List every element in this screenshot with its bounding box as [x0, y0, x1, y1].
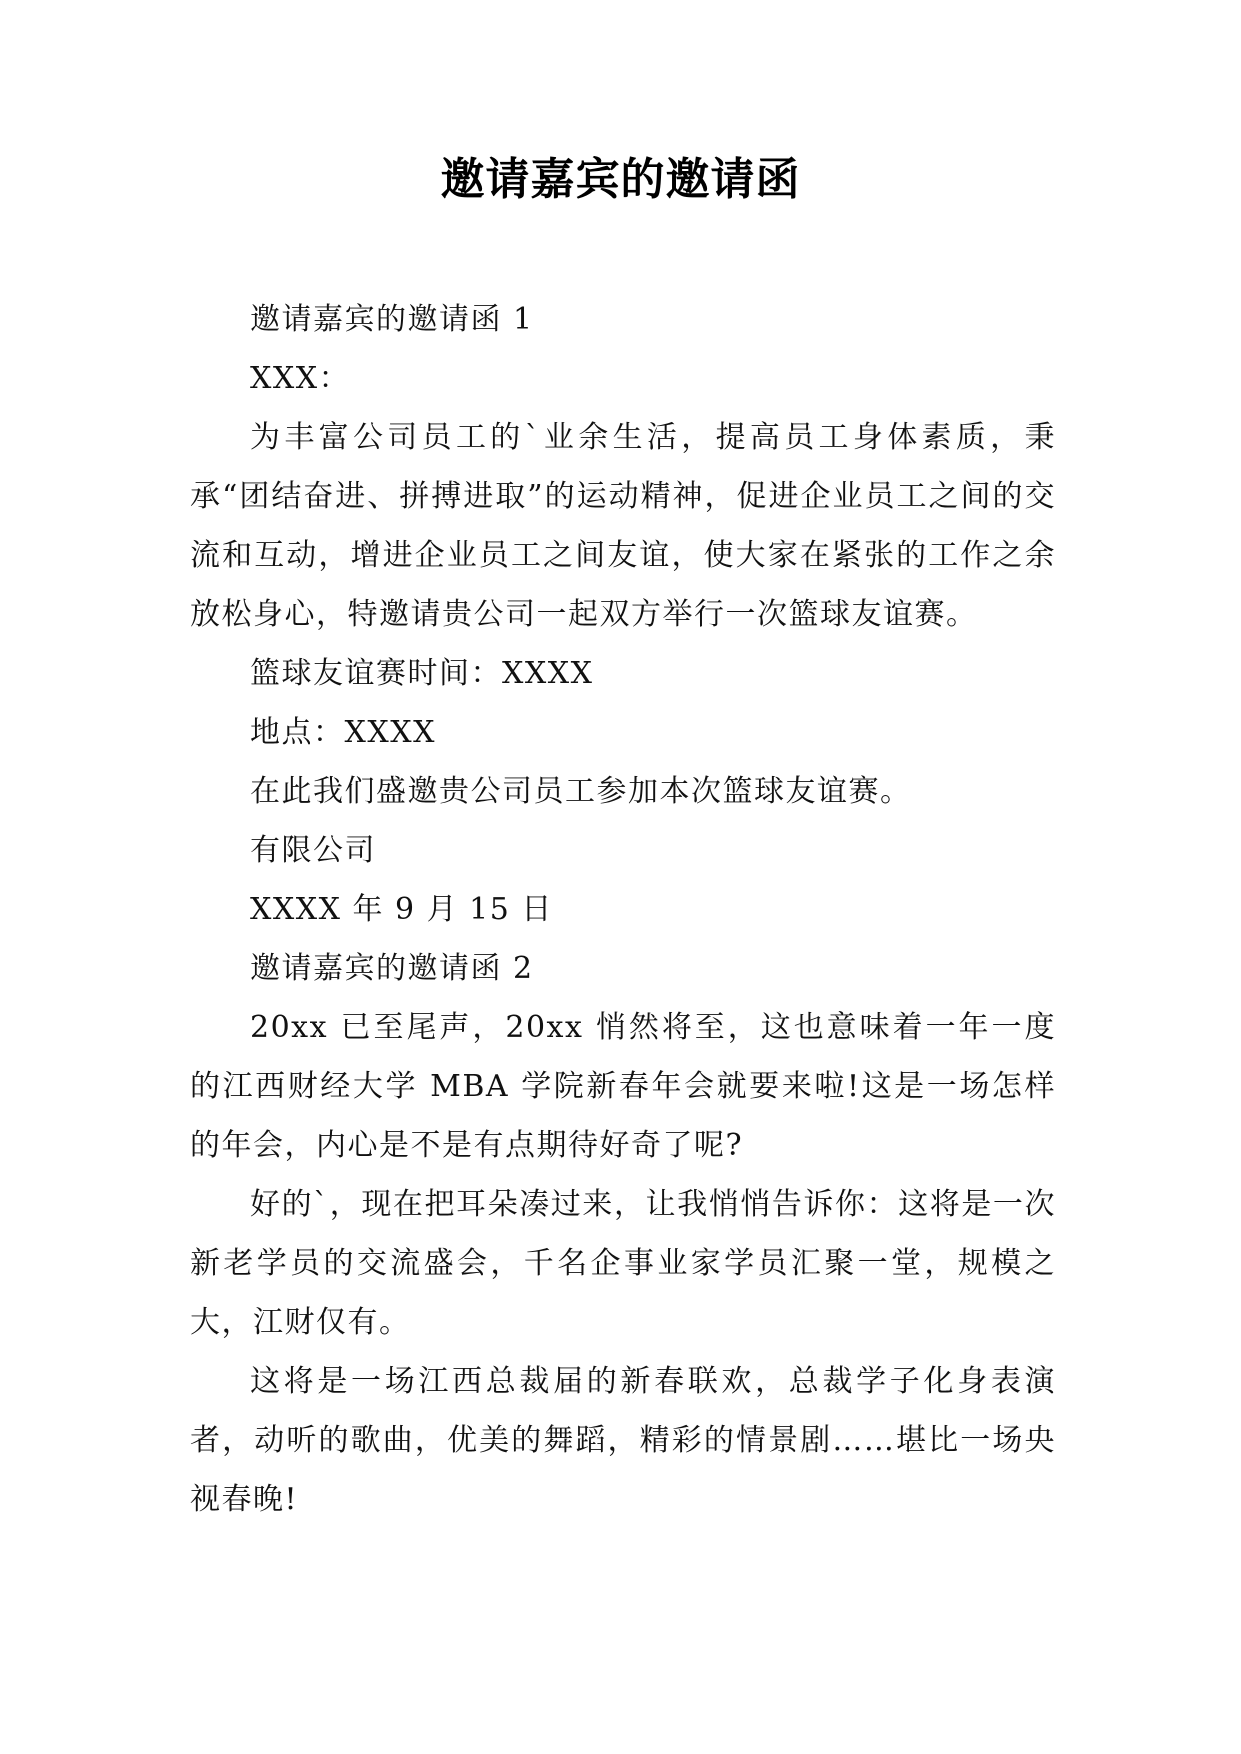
body-paragraph-3: 好的`，现在把耳朵凑过来，让我悄悄告诉你：这将是一次新老学员的交流盛会，千名企事业家学员汇聚一堂，规模之大，江财仅有。 [190, 1187, 1056, 1340]
body-paragraph-4: 这将是一场江西总裁届的新春联欢，总裁学子化身表演者，动听的歌曲，优美的舞蹈，精彩的情景剧……堪比一场央视春晚! [190, 1364, 1056, 1517]
signature-date: XXXX 年 9 月 15 日 [250, 892, 553, 927]
section-heading-2: 邀请嘉宾的邀请函 2 [250, 951, 534, 986]
invitation-statement: 在此我们盛邀贵公司员工参加本次篮球友谊赛。 [250, 774, 912, 809]
document-body [190, 290, 1056, 1529]
body-paragraph-1: 为丰富公司员工的`业余生活，提高员工身体素质，秉承“团结奋进、拼搏进取”的运动精神，促进企业员工之间的交流和互动，增进企业员工之间友谊，使大家在紧张的工作之余放松身心，特邀请贵公司一起双方举行一次篮球友谊赛。 [190, 420, 1056, 632]
signature-company: 有限公司 [250, 833, 376, 868]
section-heading-1: 邀请嘉宾的邀请函 1 [250, 302, 534, 337]
event-location: 地点：XXXX [250, 715, 436, 750]
event-time: 篮球友谊赛时间：XXXX [250, 656, 594, 691]
salutation: XXX： [250, 361, 351, 396]
document-title: 邀请嘉宾的邀请函 [440, 154, 801, 205]
body-paragraph-2: 20xx 已至尾声，20xx 悄然将至，这也意味着一年一度的江西财经大学 MBA 学院新春年会就要来啦!这是一场怎样的年会，内心是不是有点期待好奇了呢? [190, 1010, 1056, 1163]
